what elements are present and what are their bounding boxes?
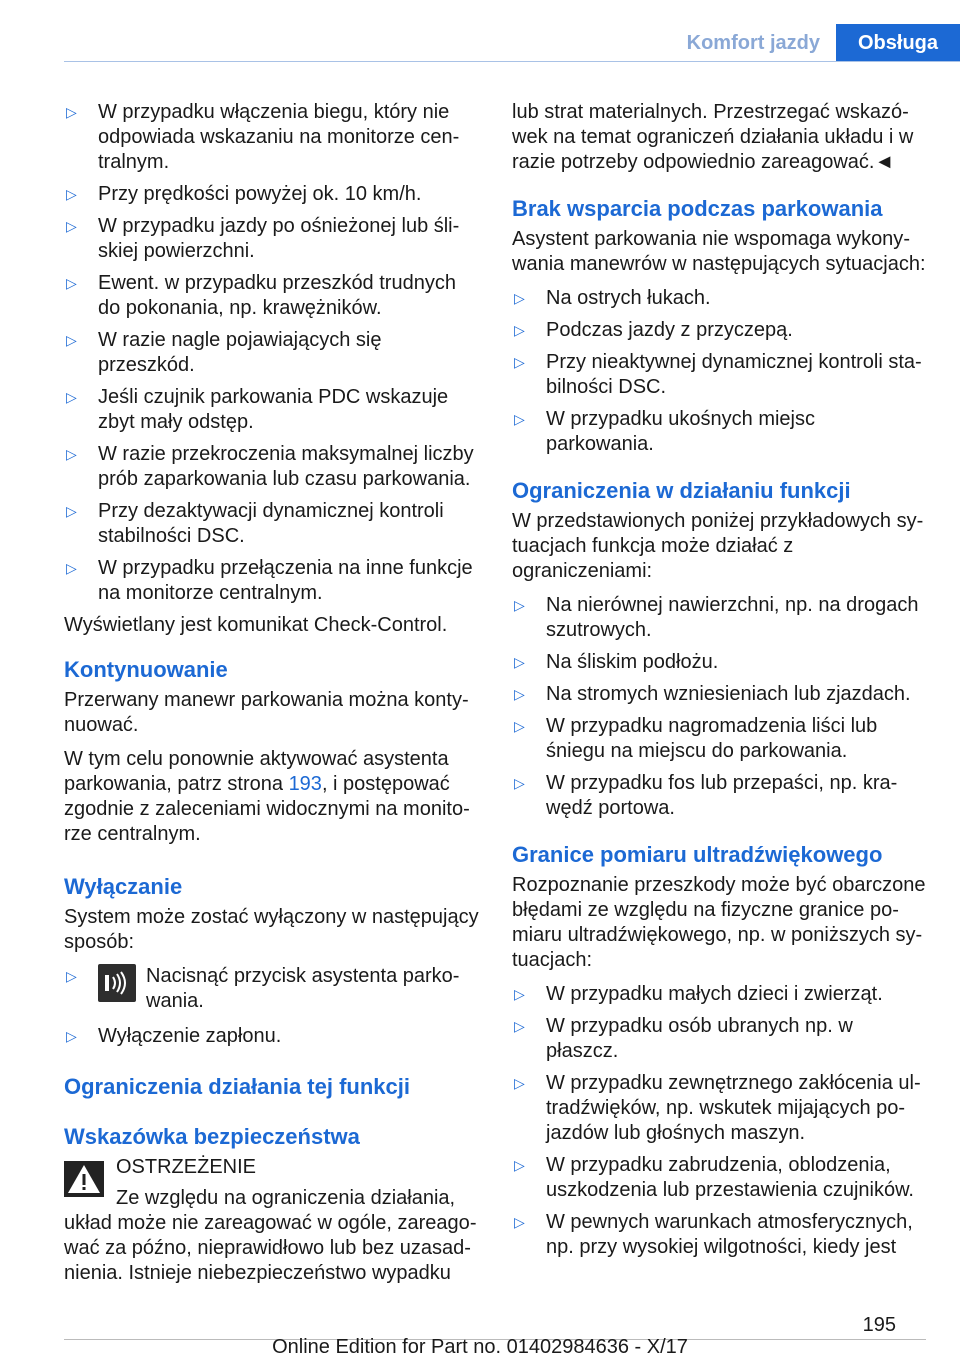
warning-triangle-icon <box>64 1161 104 1197</box>
heading-ograniczenia: Ograniczenia działania tej funkcji <box>64 1074 410 1099</box>
list-item-text: Wyłączenie zapłonu. <box>98 1025 282 1047</box>
kont-text-b: , i postępować zgodnie z zaleceniami widocznymi na monitorze centralnym. <box>64 773 470 845</box>
list-item-text: W przypadku osób ubranych np. w płaszcz. <box>546 1015 853 1062</box>
triangle-right-icon: ▷ <box>66 560 77 576</box>
list-item-text: W przypadku nagromadzenia liści lub śniegu na miejscu do parkowania. <box>546 715 878 762</box>
triangle-right-icon: ▷ <box>66 218 77 234</box>
triangle-right-icon: ▷ <box>66 503 77 519</box>
list-item-text: W przypadku włączenia biegu, który nie odpowiada wskazaniu na monitorze centralnym. <box>98 101 460 173</box>
triangle-right-icon: ▷ <box>514 718 525 734</box>
list-item-text: W razie przekroczenia maksymalnej liczby prób zaparkowania lub czasu parkowania. <box>98 443 474 490</box>
check-control-message: Wyświetlany jest komunikat Check-Control. <box>64 614 448 636</box>
bullet-list <box>512 286 927 457</box>
triangle-right-icon: ▷ <box>66 1028 77 1044</box>
kont-text-a: W tym celu ponownie aktywować asystenta parkowania, patrz strona <box>64 748 449 795</box>
page-link-193[interactable]: 193 <box>288 773 322 795</box>
list-item-text: W przypadku przełączenia na inne funkcje na monitorze centralnym. <box>98 557 473 604</box>
left-column <box>64 100 479 1286</box>
list-item <box>64 100 479 175</box>
list-item <box>64 1024 479 1049</box>
triangle-right-icon: ▷ <box>514 986 525 1002</box>
heading-safety: Wskazówka bezpieczeństwa <box>64 1124 360 1149</box>
footer-edition: Online Edition for Part no. 01402984636 - X/17 <box>272 1336 688 1358</box>
park-assist-button-icon <box>98 964 136 1002</box>
bullet-list <box>512 982 927 1260</box>
triangle-right-icon: ▷ <box>66 389 77 405</box>
list-item <box>512 682 927 707</box>
list-item <box>64 385 479 435</box>
list-item <box>512 1071 927 1146</box>
list-item-text: W przypadku ukośnych miejsc parkowania. <box>546 408 815 455</box>
triangle-right-icon: ▷ <box>514 1157 525 1173</box>
list-item <box>64 271 479 321</box>
heading-granice: Granice pomiaru ultradźwiękowego <box>512 842 883 867</box>
header-divider <box>64 61 960 62</box>
list-item-text: W przypadku małych dzieci i zwierząt. <box>546 983 883 1005</box>
list-item <box>512 350 927 400</box>
page-number: 195 <box>862 1314 896 1336</box>
triangle-right-icon: ▷ <box>66 332 77 348</box>
list-item <box>64 328 479 378</box>
warning-title: OSTRZEŻENIE <box>116 1156 257 1178</box>
continued-paragraph: lub strat materialnych. Przestrzegać wskazówek na temat ograniczeń działania układu i w razie potrzeby odpowiednio zareagować.◄ <box>512 101 914 173</box>
list-item-text: Podczas jazdy z przyczepą. <box>546 319 793 341</box>
wyl-paragraph: System może zostać wyłączony w następujący sposób: <box>64 906 479 953</box>
triangle-right-icon: ▷ <box>514 686 525 702</box>
list-item-text: W przypadku zabrudzenia, oblodzenia, uszkodzenia lub przestawienia czujników. <box>546 1154 914 1201</box>
triangle-right-icon: ▷ <box>514 775 525 791</box>
heading-kontynuowanie: Kontynuowanie <box>64 657 228 682</box>
list-item-text: Na ostrych łukach. <box>546 287 711 309</box>
triangle-right-icon: ▷ <box>514 290 525 306</box>
list-item-text: Jeśli czujnik parkowania PDC wskazuje zbyt mały odstęp. <box>98 386 449 433</box>
triangle-right-icon: ▷ <box>66 968 77 984</box>
list-item-text: Nacisnąć przycisk asystenta parkowania. <box>146 965 460 1012</box>
warning-box <box>64 1155 479 1211</box>
page-header <box>671 24 960 62</box>
list-item <box>512 982 927 1007</box>
kont-paragraph-2 <box>64 747 479 847</box>
heading-ograniczenia-funkcji: Ograniczenia w działaniu funkcji <box>512 478 851 503</box>
triangle-right-icon: ▷ <box>514 1075 525 1091</box>
list-item-text: Na śliskim podłożu. <box>546 651 719 673</box>
triangle-right-icon: ▷ <box>514 597 525 613</box>
heading-brak-wsparcia: Brak wsparcia podczas parkowania <box>512 196 883 221</box>
list-item <box>64 214 479 264</box>
list-item <box>64 442 479 492</box>
list-item-text: W przypadku fos lub przepaści, np. krawędź portowa. <box>546 772 898 819</box>
brak-paragraph: Asystent parkowania nie wspomaga wykonywania manewrów w następujących sytuacjach: <box>512 228 926 275</box>
list-item <box>64 182 479 207</box>
kont-paragraph-1: Przerwany manewr parkowania można kontynuować. <box>64 689 469 736</box>
list-item <box>512 318 927 343</box>
triangle-right-icon: ▷ <box>514 354 525 370</box>
bullet-list <box>512 593 927 821</box>
list-item <box>512 650 927 675</box>
list-item <box>64 499 479 549</box>
list-item-text: Na stromych wzniesieniach lub zjazdach. <box>546 683 911 705</box>
list-item <box>64 964 479 1014</box>
list-item <box>512 1014 927 1064</box>
triangle-right-icon: ▷ <box>66 104 77 120</box>
triangle-right-icon: ▷ <box>66 446 77 462</box>
list-item-text: W razie nagle pojawiających się przeszkód. <box>98 329 382 376</box>
list-item-text: Ewent. w przypadku przeszkód trudnych do pokonania, np. krawężników. <box>98 272 456 319</box>
list-item-text: W przypadku jazdy po ośnieżonej lub śliskiej powierzchni. <box>98 215 460 262</box>
list-item-text: W przypadku zewnętrznego zakłócenia ultradźwięków, np. wskutek mijających pojazdów lub głośnych maszyn. <box>546 1072 921 1144</box>
list-item-text: Przy prędkości powyżej ok. 10 km/h. <box>98 183 422 205</box>
ogr-paragraph: W przedstawionych poniżej przykładowych sytuacjach funkcja może działać z ograniczeniami: <box>512 510 924 582</box>
list-item-text: Przy nieaktywnej dynamicznej kontroli stabilności DSC. <box>546 351 922 398</box>
warning-text-rest: układ może nie zareagować w ogóle, zareagować za późno, nieprawidłowo lub bez uzasadnienia. Istnieje niebezpieczeństwo wypadku <box>64 1212 477 1284</box>
triangle-right-icon: ▷ <box>514 654 525 670</box>
heading-wylaczanie: Wyłączanie <box>64 874 183 899</box>
triangle-right-icon: ▷ <box>66 186 77 202</box>
triangle-right-icon: ▷ <box>66 275 77 291</box>
list-item <box>512 771 927 821</box>
triangle-right-icon: ▷ <box>514 1214 525 1230</box>
gran-paragraph: Rozpoznanie przeszkody może być obarczone błędami ze względu na fizyczne granice pomiaru ultradźwiękowego, np. w poniższych sytuacjach: <box>512 874 926 971</box>
list-item <box>64 556 479 606</box>
right-column <box>512 100 927 1267</box>
triangle-right-icon: ▷ <box>514 322 525 338</box>
bullet-list <box>64 100 479 606</box>
warning-text-first: Ze względu na ograniczenia działania, <box>116 1187 456 1209</box>
chapter-label: Obsługa <box>836 24 960 62</box>
list-item-text: Na nierównej nawierzchni, np. na drogach szutrowych. <box>546 594 919 641</box>
list-item <box>512 1153 927 1203</box>
triangle-right-icon: ▷ <box>514 1018 525 1034</box>
list-item-text: Przy dezaktywacji dynamicznej kontroli stabilności DSC. <box>98 500 444 547</box>
list-item-text: W pewnych warunkach atmosferycznych, np. przy wysokiej wilgotności, kiedy jest <box>546 1211 913 1258</box>
list-item <box>512 1210 927 1260</box>
list-item <box>512 407 927 457</box>
section-label: Komfort jazdy <box>671 24 836 62</box>
list-item <box>512 286 927 311</box>
list-item <box>512 593 927 643</box>
triangle-right-icon: ▷ <box>514 411 525 427</box>
list-item <box>512 714 927 764</box>
